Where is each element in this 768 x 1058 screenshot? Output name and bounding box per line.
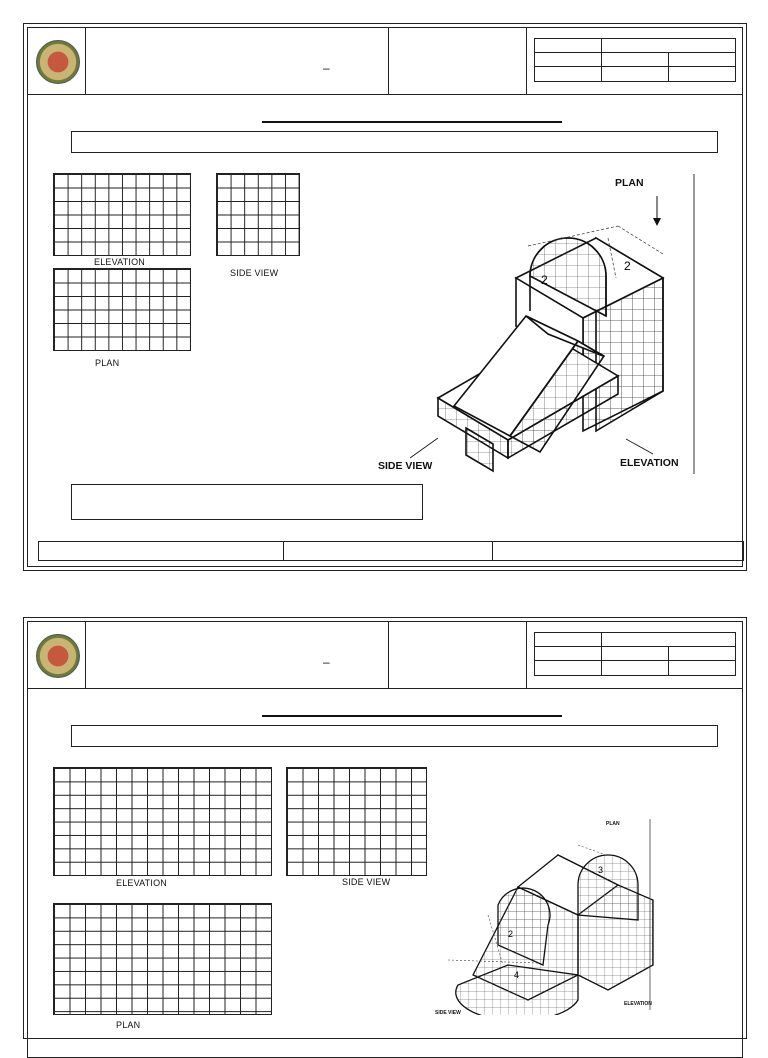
name-box-2 bbox=[71, 725, 718, 747]
plan-grid-2 bbox=[53, 903, 272, 1015]
drawing-label-plan-2: PLAN bbox=[606, 821, 620, 827]
drawing-label-side-view-2: SIDE VIEW bbox=[435, 1010, 461, 1016]
drawing-label-elevation-2: ELEVATION bbox=[624, 1001, 652, 1007]
name-box bbox=[71, 131, 718, 153]
elevation-grid-label-2: ELEVATION bbox=[116, 878, 167, 888]
dimension-label-2-3: 4 bbox=[514, 970, 520, 980]
elevation-grid-label: ELEVATION bbox=[94, 257, 145, 267]
worksheet-1 bbox=[23, 23, 747, 571]
title-dash-2: – bbox=[323, 655, 330, 669]
worksheet-2 bbox=[23, 617, 747, 1039]
dimension-label-2-1: 3 bbox=[598, 865, 604, 875]
drawing-label-plan: PLAN bbox=[615, 177, 644, 189]
elevation-grid bbox=[53, 173, 191, 256]
notes-box bbox=[71, 484, 423, 520]
footer-strip bbox=[38, 541, 744, 561]
dimension-label-2: 2 bbox=[624, 259, 631, 273]
title-dash: – bbox=[323, 61, 330, 75]
title-cell-2 bbox=[85, 622, 389, 688]
info-cell bbox=[388, 28, 527, 94]
side-view-grid-2 bbox=[286, 767, 427, 876]
elevation-grid-2 bbox=[53, 767, 272, 876]
drawing-label-side-view: SIDE VIEW bbox=[378, 460, 433, 472]
dimension-label-2-2: 2 bbox=[508, 929, 514, 939]
school-logo-2 bbox=[36, 634, 80, 678]
info-table-2 bbox=[534, 632, 736, 676]
dimension-label-1: 2 bbox=[541, 273, 548, 287]
info-cell-2 bbox=[388, 622, 527, 688]
logo-cell-2 bbox=[28, 622, 86, 688]
side-view-grid-label-2: SIDE VIEW bbox=[342, 877, 391, 887]
side-view-grid-label: SIDE VIEW bbox=[230, 268, 279, 278]
plan-grid-label: PLAN bbox=[95, 358, 120, 368]
title-underline bbox=[262, 121, 562, 123]
side-view-grid bbox=[216, 173, 300, 256]
title-cell bbox=[85, 28, 389, 94]
isometric-drawing bbox=[368, 166, 698, 478]
header-2 bbox=[28, 622, 742, 689]
isometric-drawing-2 bbox=[428, 815, 663, 1015]
school-logo bbox=[36, 40, 80, 84]
logo-cell bbox=[28, 28, 86, 94]
info-table bbox=[534, 38, 736, 82]
header bbox=[28, 28, 742, 95]
drawing-label-elevation: ELEVATION bbox=[620, 457, 679, 469]
title-underline-2 bbox=[262, 715, 562, 717]
plan-grid bbox=[53, 268, 191, 351]
plan-grid-label-2: PLAN bbox=[116, 1020, 141, 1030]
